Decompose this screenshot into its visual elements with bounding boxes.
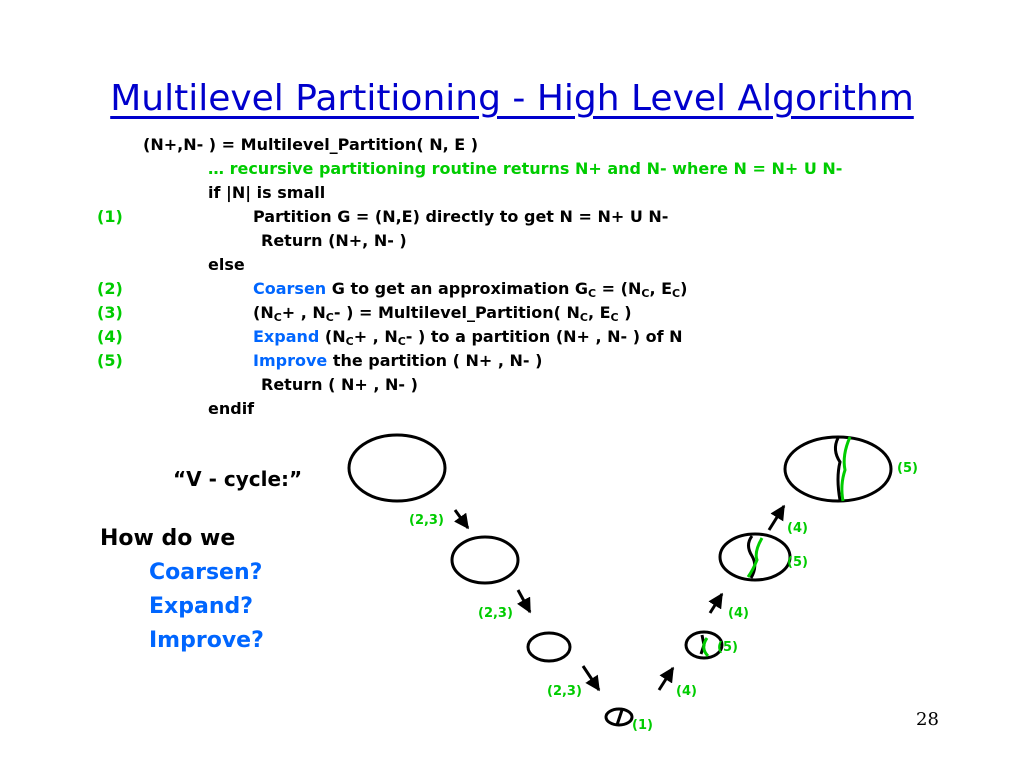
code-line-improve: Improve the partition ( N+ , N- ): [253, 351, 543, 370]
label-coarsen-2: (2,3): [478, 606, 513, 621]
arrow-coarsen-3: [583, 666, 599, 690]
code-line-coarsen: Coarsen G to get an approximation $G_C = (N_C$, $E_C$): [253, 279, 688, 300]
label-improve-2: (5): [787, 555, 808, 570]
arrow-coarsen-1: [455, 510, 468, 528]
question-coarsen: Coarsen?: [149, 560, 263, 585]
code-line-if: if |N| is small: [208, 183, 326, 202]
keyword-expand: Expand: [253, 327, 320, 346]
v-cycle-label: “V - cycle:”: [173, 467, 303, 491]
slide-title: Multilevel Partitioning - High Level Algorithm: [110, 78, 914, 119]
arrow-coarsen-2: [518, 590, 530, 612]
label-coarsen-3: (2,3): [547, 684, 582, 699]
code-line-return-2: Return ( N+ , N- ): [261, 375, 418, 394]
arrow-expand-3: [769, 506, 784, 530]
coarsest-cut: [617, 710, 622, 725]
step-number-1: (1): [97, 207, 123, 226]
cut-green-level-0: [842, 437, 850, 501]
cut-green-level-2: [704, 638, 708, 656]
code-line-else: else: [208, 255, 245, 274]
code-line-return-1: Return (N+, N- ): [261, 231, 407, 250]
code-line-comment: … recursive partitioning routine returns N+ and N- where N = N+ U N-: [208, 159, 843, 178]
label-expand-2: (4): [728, 606, 749, 621]
graph-level-0-left: [349, 435, 445, 501]
label-base: (1): [632, 718, 653, 733]
question-improve: Improve?: [149, 628, 264, 653]
label-expand-1: (4): [676, 684, 697, 699]
label-improve-1: (5): [717, 640, 738, 655]
keyword-improve: Improve: [253, 351, 328, 370]
step-number-5: (5): [97, 351, 123, 370]
keyword-coarsen: Coarsen: [253, 279, 327, 298]
label-coarsen-1: (2,3): [409, 513, 444, 528]
how-do-we-heading: How do we: [100, 526, 236, 551]
code-line-endif: endif: [208, 399, 255, 418]
graph-level-2-left: [528, 633, 570, 661]
graph-level-1-left: [452, 537, 518, 583]
step-number-3: (3): [97, 303, 123, 322]
code-line-expand: Expand ($N_C+$ , $N_C-$ ) to a partition (N+ , N- ) of N: [253, 327, 683, 348]
step-number-4: (4): [97, 327, 123, 346]
cut-black-level-0: [835, 438, 840, 500]
code-line-recurse: ($N_C+$ , $N_C-$ ) = Multilevel_Partition( $N_C$, $E_C$ ): [253, 303, 632, 324]
arrow-expand-1: [659, 668, 673, 690]
step-number-2: (2): [97, 279, 123, 298]
label-improve-3: (5): [897, 461, 918, 476]
code-line-partition: Partition G = (N,E) directly to get N = N+ U N-: [253, 207, 669, 226]
code-line-signature: (N+,N- ) = Multilevel_Partition( N, E ): [143, 135, 479, 154]
arrow-expand-2: [710, 594, 722, 613]
label-expand-3: (4): [787, 521, 808, 536]
question-expand: Expand?: [149, 594, 253, 619]
page-number: 28: [916, 709, 939, 730]
